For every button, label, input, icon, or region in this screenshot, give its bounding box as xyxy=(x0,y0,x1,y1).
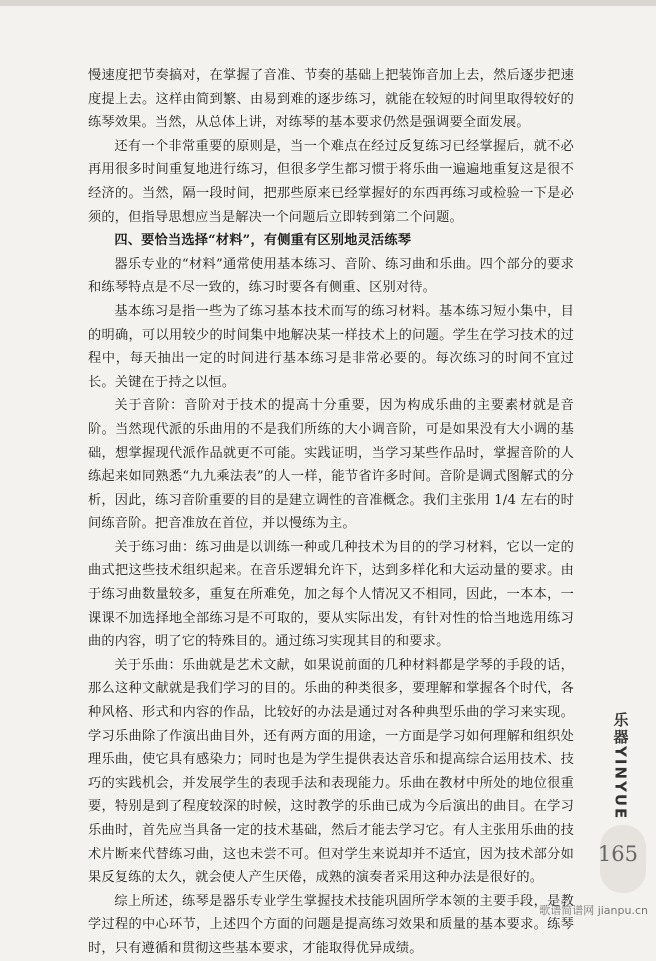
top-bar xyxy=(0,0,656,6)
paragraph: 慢速度把节奏搞对，在掌握了音准、节奏的基础上把装饰音加上去，然后逐步把速度提上去。这样由简到繁、由易到难的逐步练习，就能在较短的时间里取得较好的练琴效果。当然，从总体上讲，对练琴的基本要求仍然是强调要全面发展。 xyxy=(88,68,574,131)
paragraph: 基本练习是指一些为了练习基本技术而写的练习材料。基本练习短小集中，目的明确，可以用较少的时间集中地解决某一样技术上的问题。学生在学习技术的过程中，每天抽出一定的时间进行基本练习是非常必要的。每次练习的时间不宜过长。关键在于持之以恒。 xyxy=(88,303,574,390)
paragraph: 还有一个非常重要的原则是，当一个难点在经过反复练习已经掌握后，就不必再用很多时间重复地进行练习，但很多学生都习惯于将乐曲一遍遍地重复这是很不经济的。当然，隔一段时间，把那些原来已经掌握好的东西再练习或检验一下是必须的，但指导思想应当是解决一个问题后立即转到第二个问题。 xyxy=(88,138,574,225)
watermark: 歌谱简谱网 jianpu.cn xyxy=(539,904,648,917)
section-heading: 四、要恰当选择“材料”，有侧重有区别地灵活练琴 xyxy=(114,233,412,249)
paragraph: 关于音阶：音阶对于技术的提高十分重要，因为构成乐曲的主要素材就是音阶。当然现代派的乐曲用的不是我们所练的大小调音阶，可是如果没有大小调的基础，想掌握现代派作品就更不可能。实践证明，当学习某些作品时，掌握音阶的人练起来如同熟悉“九九乘法表”的人一样，能节省许多时间。音阶是调式图解式的分析，因此，练习音阶重要的目的是建立调性的音准概念。我们主张用 1/4 左右的时间练音阶。把音准放在首位，并以慢练为主。 xyxy=(88,398,574,532)
page-number: 165 xyxy=(597,842,638,866)
paragraph: 综上所述，练琴是器乐专业学生掌握技术技能巩固所学本领的主要手段，是教学过程的中心环节，上述四个方面的问题是提高练习效果和质量的基本要求。练琴时，只有遵循和贯彻这些基本要求，才能取得优异成绩。 xyxy=(88,893,574,956)
page-body xyxy=(88,64,574,961)
paragraph: 关于乐曲：乐曲就是艺术文献，如果说前面的几种材料都是学琴的手段的话，那么这种文献就是我们学习的目的。乐曲的种类很多，要理解和掌握各个时代，各种风格、形式和内容的作品，比较好的办法是通过对各种典型乐曲的学习来实现。学习乐曲除了作演出曲目外，还有两方面的用途，一方面是学习如何理解和组织处理乐曲，使它具有感染力；同时也是为学生提供表达音乐和提高综合运用技术、技巧的实践机会，并发展学生的表现手法和表现能力。乐曲在教材中所处的地位很重要，特别是到了程度较深的时候，这时教学的乐曲已成为今后演出的曲目。在学习乐曲时，首先应当具备一定的技术基础，然后才能去学习它。有人主张用乐曲的技术片断来代替练习曲，这也未尝不可。但对学生来说却并不适宜，因为技术部分如果反复练的太久，就会使人产生厌倦，成熟的演奏者采用这种办法是很好的。 xyxy=(88,657,574,886)
sidebar-text: 乐器YINYUE xyxy=(611,712,630,821)
paragraph: 关于练习曲：练习曲是以训练一种或几种技术为目的的学习材料，它以一定的曲式把这些技术组织起来。在音乐逻辑允许下，达到多样化和大运动量的要求。由于练习曲数量较多，重复在所难免，加之每个人情况又不相同，因此，一本本，一课课不加选择地全部练习是不可取的，要从实际出发，有针对性的恰当地选用练习曲的内容，明了它的特殊目的。通过练习实现其目的和要求。 xyxy=(88,539,574,650)
paragraph: 器乐专业的“材料”通常使用基本练习、音阶、练习曲和乐曲。四个部分的要求和练琴特点是不尽一致的，练习时要各有侧重、区别对待。 xyxy=(88,256,574,296)
